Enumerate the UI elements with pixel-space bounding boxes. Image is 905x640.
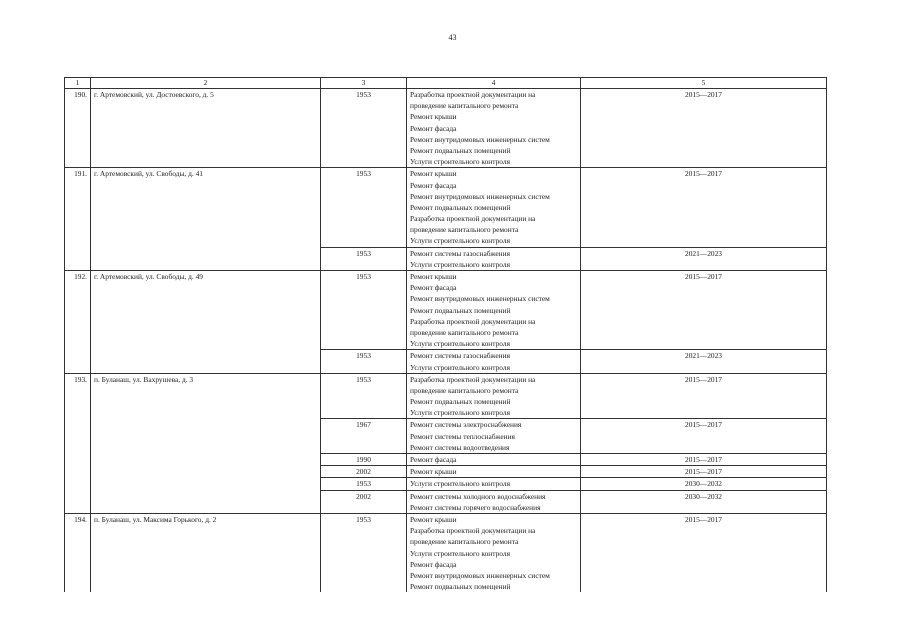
column-number: 1 <box>65 78 91 89</box>
repair-work-item: Ремонт фасада <box>410 455 457 464</box>
repair-work-item: Услуги строительного контроля <box>410 548 510 558</box>
repair-work-item: Разработка проектной документации на <box>410 526 536 536</box>
planned-period: 2030—2032 <box>581 490 827 513</box>
repair-work-item: проведение капитального ремонта <box>410 225 519 235</box>
column-number: 3 <box>321 78 407 89</box>
repair-work-item: Ремонт фасада <box>410 559 457 569</box>
table-body <box>65 89 827 593</box>
repair-works <box>407 513 581 592</box>
repair-works <box>407 373 581 419</box>
commissioning-year: 1953 <box>321 247 407 270</box>
repair-work-item: Ремонт крыши <box>410 514 457 524</box>
repair-work-item: Услуги строительного контроля <box>410 362 510 372</box>
repair-works <box>407 271 581 350</box>
repair-works <box>407 350 581 373</box>
building-address: п. Буланаш, ул. Вахрушева, д. 3 <box>91 373 321 513</box>
repair-work-item: Ремонт фасада <box>410 123 457 133</box>
table-row <box>65 168 827 247</box>
repair-work-item: Ремонт подвальных помещений <box>410 305 511 315</box>
repair-work-item: Ремонт системы газоснабжения <box>410 248 510 258</box>
repair-work-item: Ремонт подвальных помещений <box>410 145 511 155</box>
planned-period: 2021—2023 <box>581 350 827 373</box>
building-address: г. Артемовский, ул. Свободы, д. 49 <box>91 271 321 374</box>
repair-work-item: Ремонт фасада <box>410 180 457 190</box>
repair-work-item: Ремонт системы теплоснабжения <box>410 431 515 441</box>
repair-work-item: Ремонт системы горячего водоснабжения <box>410 502 541 512</box>
table-row <box>65 513 827 592</box>
repair-work-item: Услуги строительного контроля <box>410 339 510 349</box>
entry-number: 194. <box>65 513 91 592</box>
table-row <box>65 271 827 350</box>
planned-period: 2015—2017 <box>581 89 827 168</box>
repair-work-item: Услуги строительного контроля <box>410 408 510 418</box>
page-number: 43 <box>448 33 457 42</box>
building-address: п. Буланаш, ул. Максима Горького, д. 2 <box>91 513 321 592</box>
repair-work-item: Услуги строительного контроля <box>410 259 510 269</box>
capital-repair-table <box>64 77 827 592</box>
repair-works <box>407 454 581 466</box>
table-row <box>65 89 827 168</box>
repair-work-item: Услуги строительного контроля <box>410 157 510 167</box>
repair-work-item: Ремонт фасада <box>410 283 457 293</box>
commissioning-year: 1953 <box>321 513 407 592</box>
repair-works <box>407 490 581 513</box>
repair-work-item: Разработка проектной документации на <box>410 374 536 384</box>
planned-period: 2015—2017 <box>581 373 827 419</box>
entry-number: 191. <box>65 168 91 271</box>
repair-work-item: Разработка проектной документации на <box>410 214 536 224</box>
repair-work-item: проведение капитального ремонта <box>410 537 519 547</box>
repair-works <box>407 419 581 454</box>
repair-works <box>407 466 581 478</box>
table-row <box>65 373 827 419</box>
repair-work-item: Услуги строительного контроля <box>410 236 510 246</box>
column-number: 2 <box>91 78 321 89</box>
commissioning-year: 2002 <box>321 466 407 478</box>
planned-period: 2015—2017 <box>581 454 827 466</box>
entry-number: 193. <box>65 373 91 513</box>
repair-work-item: Ремонт крыши <box>410 272 457 281</box>
repair-work-item: проведение капитального ремонта <box>410 101 519 111</box>
building-address: г. Артемовский, ул. Достоевского, д. 5 <box>91 89 321 168</box>
repair-work-item: Разработка проектной документации на <box>410 316 536 326</box>
repair-work-item: Ремонт внутридомовых инженерных систем <box>410 570 550 580</box>
repair-work-item: Ремонт подвальных помещений <box>410 582 511 592</box>
repair-work-item: проведение капитального ремонта <box>410 327 519 337</box>
building-address: г. Артемовский, ул. Свободы, д. 41 <box>91 168 321 271</box>
repair-works <box>407 168 581 247</box>
repair-work-item: Ремонт внутридомовых инженерных систем <box>410 191 550 201</box>
repair-works <box>407 247 581 270</box>
commissioning-year: 1953 <box>321 89 407 168</box>
commissioning-year: 1953 <box>321 478 407 490</box>
entry-number: 190. <box>65 89 91 168</box>
repair-work-item: Ремонт системы электроснабжения <box>410 420 522 430</box>
planned-period: 2015—2017 <box>581 419 827 454</box>
repair-work-item: Ремонт крыши <box>410 112 457 122</box>
column-number: 5 <box>581 78 827 89</box>
repair-work-item: Услуги строительного контроля <box>410 479 510 489</box>
planned-period: 2021—2023 <box>581 247 827 270</box>
repair-works <box>407 89 581 168</box>
commissioning-year: 1953 <box>321 350 407 373</box>
repair-work-item: проведение капитального ремонта <box>410 385 519 395</box>
repair-work-item: Ремонт подвальных помещений <box>410 202 511 212</box>
repair-work-item: Ремонт внутридомовых инженерных систем <box>410 294 550 304</box>
repair-works <box>407 478 581 490</box>
repair-work-item: Ремонт системы холодного водоснабжения <box>410 491 546 501</box>
column-number-row <box>65 78 827 89</box>
commissioning-year: 2002 <box>321 490 407 513</box>
repair-work-item: Ремонт крыши <box>410 169 457 179</box>
repair-work-item: Разработка проектной документации на <box>410 90 536 99</box>
repair-work-item: Ремонт системы водоотведения <box>410 442 510 452</box>
commissioning-year: 1967 <box>321 419 407 454</box>
planned-period: 2015—2017 <box>581 513 827 592</box>
planned-period: 2015—2017 <box>581 466 827 478</box>
commissioning-year: 1953 <box>321 168 407 247</box>
commissioning-year: 1953 <box>321 373 407 419</box>
commissioning-year: 1990 <box>321 454 407 466</box>
repair-work-item: Ремонт внутридомовых инженерных систем <box>410 134 550 144</box>
column-number: 4 <box>407 78 581 89</box>
repair-work-item: Ремонт крыши <box>410 467 457 477</box>
repair-work-item: Ремонт системы газоснабжения <box>410 351 510 361</box>
planned-period: 2030—2032 <box>581 478 827 490</box>
planned-period: 2015—2017 <box>581 168 827 247</box>
commissioning-year: 1953 <box>321 271 407 350</box>
repair-work-item: Ремонт подвальных помещений <box>410 397 511 407</box>
planned-period: 2015—2017 <box>581 271 827 350</box>
entry-number: 192. <box>65 271 91 374</box>
